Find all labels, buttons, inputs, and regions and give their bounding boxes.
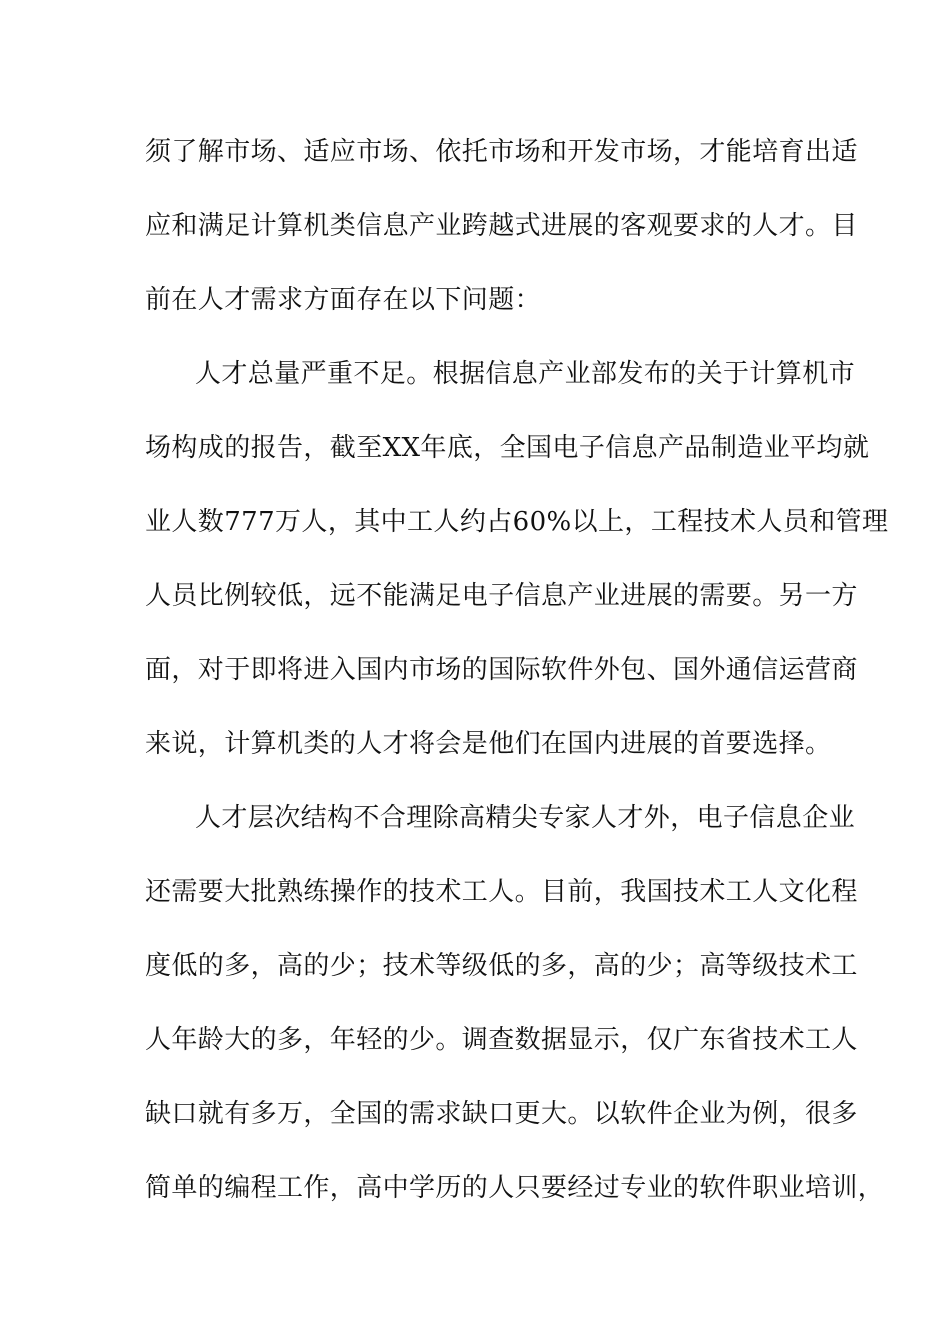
text-line: 人年龄大的多，年轻的少。调查数据显示，仅广东省技术工人 [145,1025,858,1055]
paragraph-first-line: 人才层次结构不合理除高精尖专家人才外，电子信息企业 [195,803,856,833]
text-line: 前在人才需求方面存在以下问题： [145,285,542,315]
text-line: 须了解市场、适应市场、依托市场和开发市场，才能培育出适 [145,137,858,167]
text-line: 业人数777万人，其中工人约占60%以上，工程技术人员和管理 [145,507,889,537]
text-line: 还需要大批熟练操作的技术工人。目前，我国技术工人文化程 [145,877,858,907]
text-line: 面，对于即将进入国内市场的国际软件外包、国外通信运营商 [145,655,858,685]
text-line: 缺口就有多万，全国的需求缺口更大。以软件企业为例，很多 [145,1099,858,1129]
text-line: 来说，计算机类的人才将会是他们在国内进展的首要选择。 [145,729,832,759]
text-line: 简单的编程工作，高中学历的人只要经过专业的软件职业培训， [145,1173,885,1203]
text-line: 人员比例较低，远不能满足电子信息产业进展的需要。另一方 [145,581,858,611]
text-line: 场构成的报告，截至XX年底，全国电子信息产品制造业平均就 [145,433,870,463]
text-line: 度低的多，高的少；技术等级低的多，高的少；高等级技术工 [145,951,858,981]
paragraph-first-line: 人才总量严重不足。根据信息产业部发布的关于计算机市 [195,359,856,389]
body-text [145,128,889,1238]
text-line: 应和满足计算机类信息产业跨越式进展的客观要求的人才。目 [145,211,858,241]
